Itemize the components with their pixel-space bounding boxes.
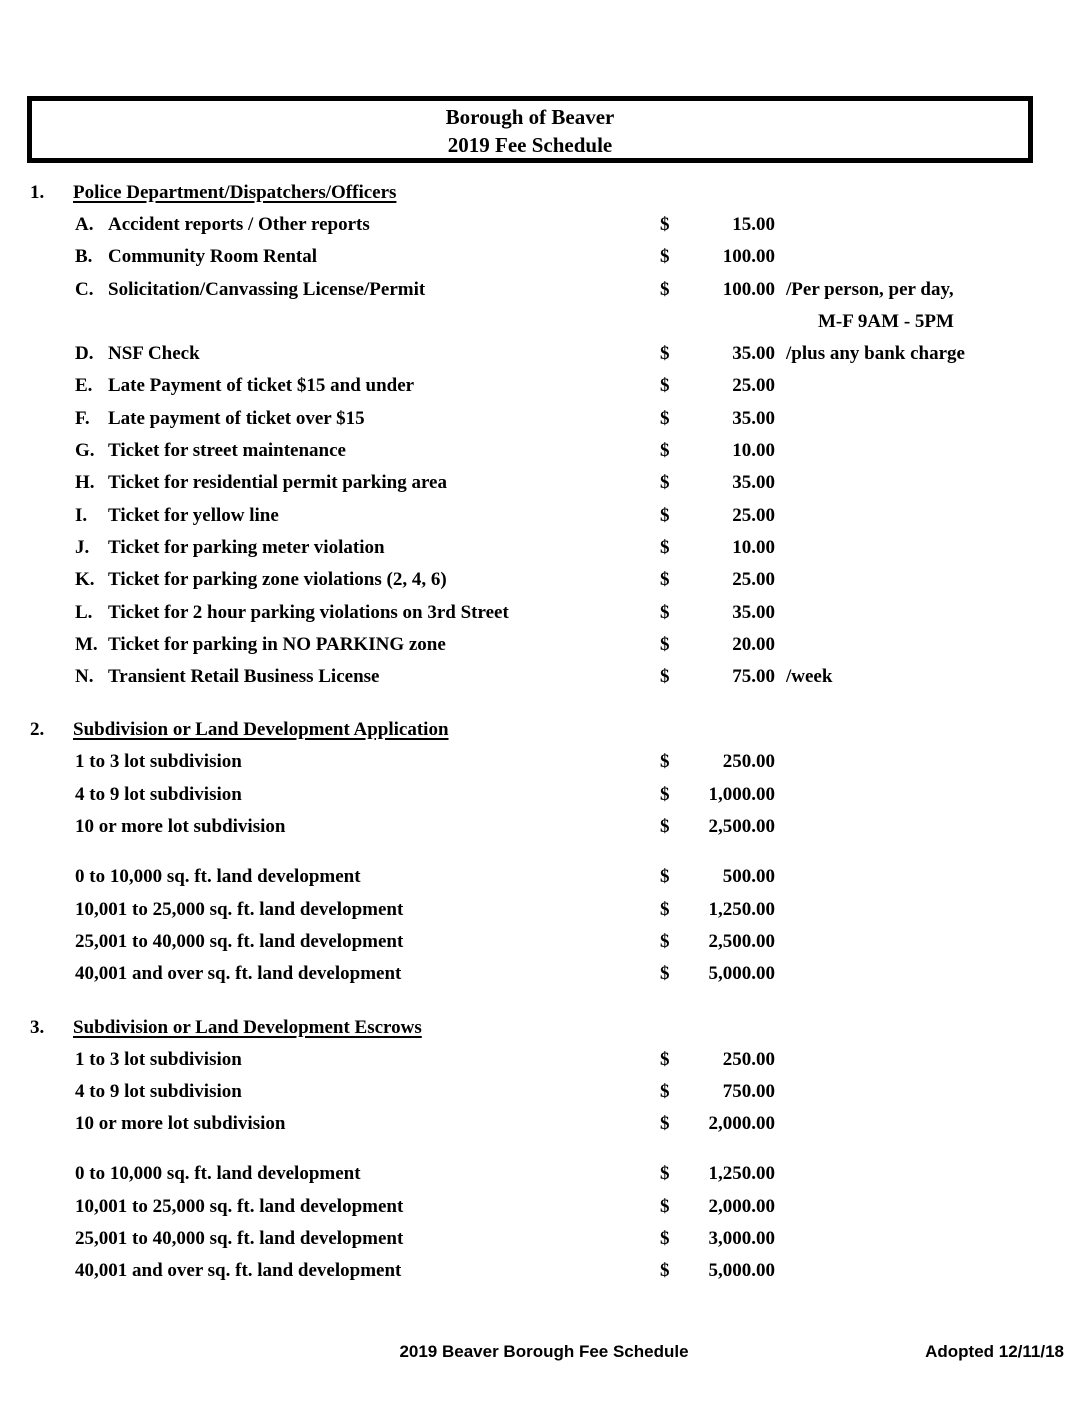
row-currency: $ — [660, 214, 670, 235]
row-label: 10 or more lot subdivision — [75, 1113, 286, 1135]
fee-row — [0, 811, 1088, 843]
fee-row — [0, 629, 1088, 661]
row-amount: 35.00 — [732, 472, 775, 494]
row-currency: $ — [660, 569, 670, 591]
row-label: 10,001 to 25,000 sq. ft. land development — [75, 898, 404, 920]
section-heading — [0, 176, 1088, 209]
row-currency: $ — [660, 633, 670, 655]
fee-row — [0, 435, 1088, 467]
fee-row — [0, 467, 1088, 499]
row-amount: 10.00 — [732, 440, 775, 462]
row-amount: 1,000.00 — [708, 783, 775, 805]
fee-row — [0, 338, 1088, 370]
row-amount: 100.00 — [722, 278, 775, 300]
row-currency: $ — [660, 1048, 670, 1070]
row-amount: 20.00 — [732, 633, 775, 655]
fee-row — [0, 958, 1088, 990]
row-amount: 250.00 — [722, 1048, 775, 1070]
row-currency: $ — [660, 440, 670, 462]
row-note: /week — [786, 666, 833, 688]
row-letter: G. — [75, 440, 95, 462]
page-footer — [0, 1341, 1088, 1363]
row-letter: I. — [75, 504, 88, 526]
row-currency: $ — [660, 666, 670, 688]
row-letter: C. — [75, 278, 94, 300]
row-letter: N. — [75, 666, 94, 688]
row-letter: K. — [75, 569, 95, 591]
section-number: 1. — [30, 182, 45, 203]
row-label: Ticket for parking in NO PARKING zone — [108, 633, 446, 655]
row-currency: $ — [660, 898, 670, 920]
row-label: Ticket for 2 hour parking violations on 3rd Street — [108, 601, 509, 623]
section-title: Subdivision or Land Development Application — [73, 719, 449, 741]
section-title: Police Department/Dispatchers/Officers — [73, 182, 397, 203]
section-number: 3. — [30, 1016, 45, 1038]
row-label: 10 or more lot subdivision — [75, 816, 286, 838]
fee-section — [0, 1011, 1088, 1288]
row-letter: L. — [75, 601, 93, 623]
row-amount: 2,500.00 — [708, 930, 775, 952]
fee-row — [0, 1191, 1088, 1223]
row-label: 4 to 9 lot subdivision — [75, 1080, 242, 1102]
fee-row — [0, 746, 1088, 778]
document-title-line1: Borough of Beaver — [445, 105, 615, 129]
document-title-line2: 2019 Fee Schedule — [447, 133, 613, 157]
row-amount: 2,000.00 — [708, 1113, 775, 1135]
row-currency: $ — [660, 963, 670, 985]
fee-row — [0, 1158, 1088, 1190]
fee-row — [0, 894, 1088, 926]
fee-row — [0, 241, 1088, 273]
row-note: M-F 9AM - 5PM — [818, 310, 954, 332]
row-label: NSF Check — [108, 343, 200, 365]
row-amount: 25.00 — [732, 569, 775, 591]
row-label: Community Room Rental — [108, 246, 317, 268]
fee-group — [0, 861, 1088, 990]
row-letter: E. — [75, 375, 93, 397]
fee-group — [0, 746, 1088, 843]
fee-row — [0, 779, 1088, 811]
fee-row — [0, 1223, 1088, 1255]
row-currency: $ — [660, 278, 670, 300]
fee-row — [0, 532, 1088, 564]
row-currency: $ — [660, 343, 670, 365]
row-currency: $ — [660, 1080, 670, 1102]
fee-row — [0, 926, 1088, 958]
row-currency: $ — [660, 751, 670, 773]
row-currency: $ — [660, 472, 670, 494]
fee-section — [0, 176, 1088, 693]
fee-row — [0, 1044, 1088, 1076]
footer-adopted-date: Adopted 12/11/18 — [925, 1342, 1064, 1361]
row-note: /Per person, per day, — [786, 278, 954, 300]
row-currency: $ — [660, 504, 670, 526]
row-label: 0 to 10,000 sq. ft. land development — [75, 866, 361, 888]
row-amount: 2,000.00 — [708, 1195, 775, 1217]
row-label: 40,001 and over sq. ft. land development — [75, 1260, 402, 1282]
row-letter: A. — [75, 214, 94, 235]
fee-row — [0, 1108, 1088, 1140]
row-letter: J. — [75, 536, 90, 558]
row-label: Solicitation/Canvassing License/Permit — [108, 278, 426, 300]
fee-row — [0, 209, 1088, 241]
section-heading — [0, 1011, 1088, 1044]
row-amount: 5,000.00 — [708, 963, 775, 985]
fee-row — [0, 661, 1088, 693]
row-label: Accident reports / Other reports — [108, 214, 370, 235]
row-label: 40,001 and over sq. ft. land development — [75, 963, 402, 985]
row-currency: $ — [660, 1113, 670, 1135]
fee-row — [0, 597, 1088, 629]
row-label: 4 to 9 lot subdivision — [75, 783, 242, 805]
row-amount: 2,500.00 — [708, 816, 775, 838]
row-label: 25,001 to 40,000 sq. ft. land development — [75, 930, 404, 952]
row-label: Transient Retail Business License — [108, 666, 380, 688]
fee-group — [0, 1158, 1088, 1287]
section-number: 2. — [30, 719, 45, 741]
row-label: 1 to 3 lot subdivision — [75, 751, 242, 773]
row-label: 10,001 to 25,000 sq. ft. land development — [75, 1195, 404, 1217]
section-heading — [0, 713, 1088, 746]
row-letter: D. — [75, 343, 94, 365]
row-letter: H. — [75, 472, 95, 494]
row-label: Ticket for parking meter violation — [108, 536, 385, 558]
row-currency: $ — [660, 375, 670, 397]
fee-row — [0, 306, 1088, 338]
row-currency: $ — [660, 1163, 670, 1185]
row-currency: $ — [660, 930, 670, 952]
fee-sections — [0, 176, 1088, 1288]
row-label: 25,001 to 40,000 sq. ft. land development — [75, 1228, 404, 1250]
fee-group — [0, 1044, 1088, 1141]
row-amount: 1,250.00 — [708, 1163, 775, 1185]
row-amount: 500.00 — [722, 866, 775, 888]
row-currency: $ — [660, 866, 670, 888]
section-title: Subdivision or Land Development Escrows — [73, 1016, 422, 1038]
row-currency: $ — [660, 601, 670, 623]
row-amount: 35.00 — [732, 343, 775, 365]
row-currency: $ — [660, 783, 670, 805]
fee-row — [0, 274, 1088, 306]
row-label: Late payment of ticket over $15 — [108, 407, 365, 429]
fee-row — [0, 500, 1088, 532]
row-letter: M. — [75, 633, 98, 655]
row-currency: $ — [660, 246, 670, 268]
fee-row — [0, 564, 1088, 596]
row-currency: $ — [660, 1228, 670, 1250]
row-label: Ticket for street maintenance — [108, 440, 346, 462]
fee-group — [0, 209, 1088, 693]
row-amount: 1,250.00 — [708, 898, 775, 920]
row-label: Ticket for yellow line — [108, 504, 279, 526]
row-label: 0 to 10,000 sq. ft. land development — [75, 1163, 361, 1185]
row-amount: 25.00 — [732, 375, 775, 397]
row-label: Ticket for parking zone violations (2, 4, 6) — [108, 569, 447, 591]
row-amount: 25.00 — [732, 504, 775, 526]
row-amount: 35.00 — [732, 601, 775, 623]
row-currency: $ — [660, 816, 670, 838]
row-label: Ticket for residential permit parking area — [108, 472, 447, 494]
fee-row — [0, 1255, 1088, 1287]
row-amount: 75.00 — [732, 666, 775, 688]
row-label: Late Payment of ticket $15 and under — [108, 375, 415, 397]
row-amount: 35.00 — [732, 407, 775, 429]
row-letter: F. — [75, 407, 90, 429]
row-letter: B. — [75, 246, 93, 268]
row-amount: 100.00 — [722, 246, 775, 268]
row-amount: 5,000.00 — [708, 1260, 775, 1282]
row-amount: 250.00 — [722, 751, 775, 773]
row-currency: $ — [660, 1195, 670, 1217]
row-amount: 3,000.00 — [708, 1228, 775, 1250]
row-currency: $ — [660, 536, 670, 558]
row-amount: 750.00 — [722, 1080, 775, 1102]
footer-document-title: 2019 Beaver Borough Fee Schedule — [399, 1342, 689, 1361]
fee-row — [0, 370, 1088, 402]
row-currency: $ — [660, 1260, 670, 1282]
fee-row — [0, 1076, 1088, 1108]
row-label: 1 to 3 lot subdivision — [75, 1048, 242, 1070]
document-title-box — [27, 96, 1033, 163]
row-amount: 15.00 — [732, 214, 775, 235]
row-amount: 10.00 — [732, 536, 775, 558]
row-note: /plus any bank charge — [786, 343, 965, 365]
fee-row — [0, 403, 1088, 435]
row-currency: $ — [660, 407, 670, 429]
fee-row — [0, 861, 1088, 893]
fee-section — [0, 713, 1088, 990]
